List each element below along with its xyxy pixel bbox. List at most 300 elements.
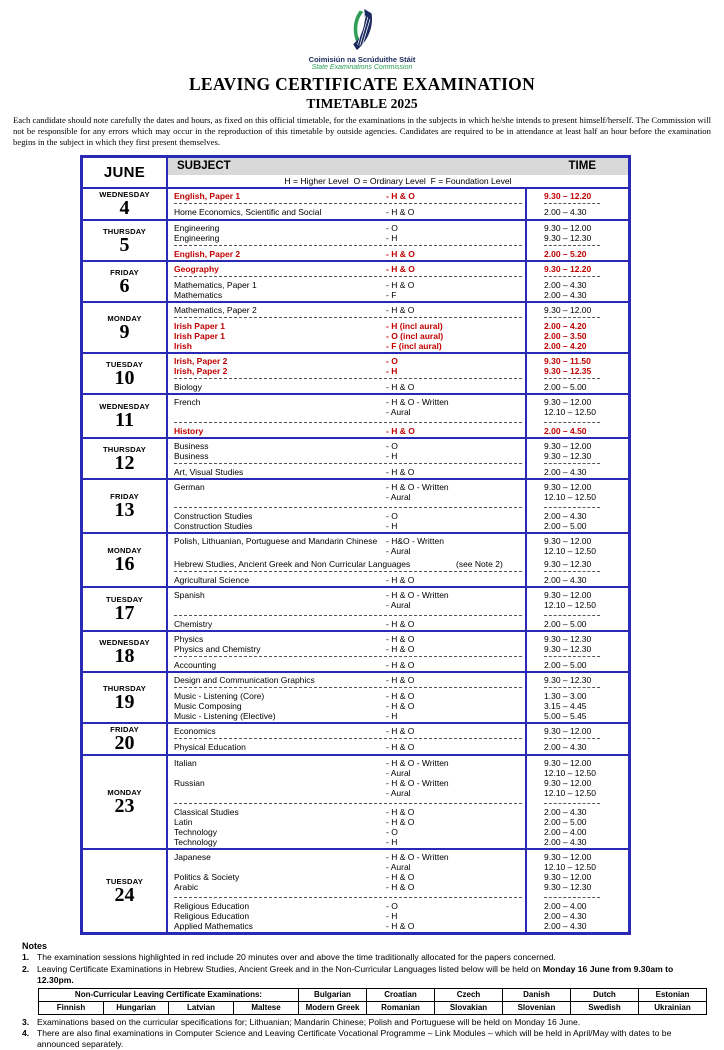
exam-time: 9.30 – 12.00: [544, 482, 592, 493]
subject-cell: [168, 756, 525, 848]
exam-entry: [168, 536, 525, 546]
exam-level: - H & O: [386, 426, 415, 437]
non-curricular-languages-table: [38, 988, 707, 1015]
exam-time: 9.30 – 12.20: [544, 191, 592, 202]
language-cell: Hungarian: [104, 1001, 169, 1014]
exam-level: - F: [386, 290, 397, 301]
exam-entry: [168, 249, 525, 259]
language-table-row: [39, 1001, 707, 1014]
exam-subject: English, Paper 1: [174, 191, 241, 202]
exam-level: - O: [386, 356, 398, 367]
exam-level: - H & O: [386, 207, 415, 218]
page-header: [0, 0, 724, 112]
exam-entry: [168, 758, 525, 768]
session-separator: [527, 895, 628, 901]
separator-dash: [174, 463, 522, 464]
exam-entry: [168, 356, 525, 366]
timetable-row: [83, 352, 628, 393]
exam-subject: Irish: [174, 341, 192, 352]
exam-time: 9.30 – 12.30: [544, 634, 592, 645]
exam-level: - H: [386, 911, 398, 922]
date-number: 16: [114, 553, 135, 576]
time-cell: [525, 588, 628, 630]
exam-entry: [168, 619, 525, 629]
exam-entry: [168, 807, 525, 817]
exam-timetable: [80, 155, 631, 935]
exam-time: 2.00 – 4.00: [544, 827, 587, 838]
exam-subject: English, Paper 2: [174, 249, 241, 260]
date-cell: [83, 534, 168, 586]
exam-entry: [168, 521, 525, 531]
exam-subject: Religious Education: [174, 901, 250, 912]
exam-subject: Classical Studies: [174, 807, 239, 818]
session-separator: [527, 376, 628, 382]
notes-list-top: [22, 952, 710, 985]
exam-time: 9.30 – 12.30: [544, 644, 592, 655]
subject-cell: [168, 673, 525, 722]
time-cell: [525, 262, 628, 301]
month-header: JUNE: [83, 158, 168, 187]
time-cell: [525, 189, 628, 219]
subject-cell: [168, 395, 525, 437]
session-separator: [527, 420, 628, 426]
time-cell: [525, 221, 628, 260]
exam-entry: [168, 467, 525, 477]
session-separator: [527, 685, 628, 691]
exam-level: - Aural: [386, 546, 411, 557]
subject-cell: [168, 189, 525, 219]
exam-entry: [168, 726, 525, 736]
timetable-row: [83, 586, 628, 630]
exam-time: 9.30 – 12.00: [544, 872, 592, 883]
exam-time: 9.30 – 12.30: [544, 882, 592, 893]
weekday-label: TUESDAY: [106, 595, 143, 605]
exam-level: - Aural: [386, 862, 411, 873]
exam-level: - F (incl aural): [386, 341, 442, 352]
note-number: 3.: [22, 1016, 30, 1027]
exam-level: - O: [386, 441, 398, 452]
separator-dash: [544, 897, 600, 898]
exam-entry: [168, 644, 525, 654]
exam-time: 2.00 – 4.20: [544, 341, 587, 352]
exam-entry: [168, 788, 525, 798]
exam-subject: Latin: [174, 817, 193, 828]
exam-subject: Music - Listening (Elective): [174, 711, 276, 722]
time-cell: [525, 850, 628, 932]
exam-entry: [168, 711, 525, 721]
note-item: [22, 1028, 710, 1049]
exam-subject: Accounting: [174, 660, 217, 671]
separator-dash: [174, 803, 522, 804]
date-number: 12: [114, 451, 135, 474]
level-legend-row: [168, 175, 628, 187]
exam-entry: [168, 691, 525, 701]
exam-subject: Applied Mathematics: [174, 921, 253, 932]
separator-dash: [544, 245, 600, 246]
exam-subject: Italian: [174, 758, 197, 769]
subject-cell: [168, 724, 525, 754]
exam-entry: [168, 207, 525, 217]
exam-level: - Aural: [386, 788, 411, 799]
separator-dash: [174, 317, 522, 318]
exam-subject: Physics and Chemistry: [174, 644, 261, 655]
exam-time: 9.30 – 12.00: [544, 305, 592, 316]
time-cell: [525, 724, 628, 754]
separator-dash: [174, 203, 522, 204]
language-cell: Estonian: [639, 988, 707, 1001]
note-item: [22, 964, 710, 985]
exam-time: 9.30 – 12.30: [544, 233, 592, 244]
timetable-row: [83, 848, 628, 932]
note-bold-text: Monday 16 June from 9.30am to 12.30pm.: [37, 964, 674, 985]
separator-dash: [544, 803, 600, 804]
exam-entry: [168, 407, 525, 417]
date-cell: [83, 724, 168, 754]
exam-time: 9.30 – 12.00: [544, 852, 592, 863]
exam-subject: Business: [174, 451, 209, 462]
exam-subject: Irish, Paper 2: [174, 366, 228, 377]
weekday-label: TUESDAY: [106, 359, 143, 369]
exam-time: 1.30 – 3.00: [544, 691, 587, 702]
exam-subject: Physics: [174, 634, 204, 645]
note-item: [22, 952, 710, 963]
exam-time: 9.30 – 12.00: [544, 758, 592, 769]
separator-dash: [544, 463, 600, 464]
exam-level: - H & O: [386, 249, 415, 260]
exam-entry: [168, 634, 525, 644]
time-cell: [525, 395, 628, 437]
time-column-header: TIME: [568, 160, 596, 173]
language-cell: Danish: [503, 988, 571, 1001]
exam-level: - H & O - Written: [386, 482, 449, 493]
exam-level: - H & O: [386, 467, 415, 478]
time-cell: [525, 303, 628, 352]
intro-paragraph: Each candidate should note carefully the dates and hours, as fixed on this official timetable, for the examinations in the subjects in which he/she intends to present himself/herself. The Commission will not be responsible for any errors which may occur in the reproduction of this timetable by outside agencies. Candidates are required to be in attendance at least half an hour before the examination begins in the subject in which they first present themselves.: [13, 115, 711, 148]
timetable-row: [83, 393, 628, 437]
exam-entry: [168, 264, 525, 274]
weekday-label: MONDAY: [107, 313, 142, 323]
exam-level: - H & O: [386, 882, 415, 893]
exam-entry: [168, 600, 525, 610]
exam-entry: [168, 559, 525, 569]
exam-level: - H&O - Written: [386, 536, 444, 547]
date-number: 11: [115, 409, 134, 432]
session-separator: [527, 801, 628, 807]
exam-time: 9.30 – 12.00: [544, 223, 592, 234]
exam-level: - H & O: [386, 872, 415, 883]
date-number: 18: [114, 644, 135, 667]
exam-level: - H & O - Written: [386, 397, 449, 408]
exam-subject: Economics: [174, 726, 216, 737]
exam-time: 9.30 – 12.35: [544, 366, 592, 377]
exam-subject: Japanese: [174, 852, 211, 863]
session-separator: [527, 736, 628, 742]
exam-time: 9.30 – 12.00: [544, 726, 592, 737]
separator-dash: [174, 687, 522, 688]
session-separator: [527, 315, 628, 321]
timetable-body: [83, 187, 628, 932]
exam-subject: French: [174, 397, 201, 408]
session-separator: [527, 461, 628, 467]
date-cell: [83, 588, 168, 630]
note-text: Leaving Certificate Examinations in Hebrew Studies, Ancient Greek and in the Non-Curricular Languages listed below will be held on Monday 16 June from 9.30am to 12.30pm.: [37, 964, 674, 985]
session-separator: [527, 243, 628, 249]
exam-level: - H & O: [386, 660, 415, 671]
exam-entry: [168, 511, 525, 521]
session-separator: [527, 613, 628, 619]
language-cell: Ukrainian: [639, 1001, 707, 1014]
exam-entry: [168, 290, 525, 300]
sec-harp-logo-icon: [0, 8, 724, 54]
session-separator: [527, 569, 628, 575]
timetable-row: [83, 478, 628, 532]
timetable-row: [83, 187, 628, 219]
separator-dash: [544, 203, 600, 204]
exam-subject: German: [174, 482, 205, 493]
exam-entry: [168, 331, 525, 341]
exam-subject: Construction Studies: [174, 521, 253, 532]
date-number: 23: [114, 795, 135, 818]
exam-time: 2.00 – 4.30: [544, 911, 587, 922]
timetable-row: [83, 437, 628, 478]
timetable-row: [83, 301, 628, 352]
exam-level: - H & O: [386, 675, 415, 686]
exam-entry: [168, 911, 525, 921]
exam-level: - H & O - Written: [386, 778, 449, 789]
exam-level: - H: [386, 711, 398, 722]
exam-level: - H & O - Written: [386, 590, 449, 601]
note-text: Examinations based on the curricular specifications for; Lithuanian; Mandarin Chinese; Polish and Portuguese will be held on Monday 16 June.: [37, 1016, 581, 1027]
exam-time: 9.30 – 12.00: [544, 536, 592, 547]
weekday-label: MONDAY: [107, 546, 142, 556]
date-number: 17: [114, 602, 135, 625]
exam-level: - H: [386, 837, 398, 848]
weekday-label: TUESDAY: [106, 877, 143, 887]
exam-entry: [168, 701, 525, 711]
date-cell: [83, 221, 168, 260]
exam-time: 9.30 – 12.00: [544, 778, 592, 789]
exam-time: 2.00 – 4.30: [544, 575, 587, 586]
date-number: 13: [114, 499, 135, 522]
weekday-label: FRIDAY: [110, 492, 139, 502]
date-cell: [83, 632, 168, 671]
exam-level: - H: [386, 451, 398, 462]
date-number: 5: [119, 233, 130, 256]
date-number: 24: [114, 884, 135, 907]
exam-subject: Technology: [174, 827, 218, 838]
exam-level: - H & O: [386, 691, 415, 702]
separator-dash: [544, 656, 600, 657]
exam-entry: [168, 768, 525, 778]
subject-cell: [168, 850, 525, 932]
exam-subject: Arabic: [174, 882, 199, 893]
separator-dash: [544, 615, 600, 616]
exam-entry: [168, 742, 525, 752]
exam-entry: [168, 575, 525, 585]
exam-subject: Physical Education: [174, 742, 246, 753]
exam-time: 2.00 – 4.30: [544, 837, 587, 848]
date-cell: [83, 480, 168, 532]
exam-entry: [168, 852, 525, 862]
exam-level: - Aural: [386, 407, 411, 418]
exam-level: - O: [386, 223, 398, 234]
exam-subject: Politics & Society: [174, 872, 240, 883]
weekday-label: FRIDAY: [110, 725, 139, 735]
exam-time: 2.00 – 4.00: [544, 901, 587, 912]
date-cell: [83, 303, 168, 352]
separator-dash: [174, 571, 522, 572]
date-number: 9: [119, 320, 130, 343]
exam-subject: Mathematics, Paper 1: [174, 280, 257, 291]
separator-dash: [544, 317, 600, 318]
subject-cell: [168, 439, 525, 478]
note-number: 1.: [22, 952, 30, 963]
weekday-label: THURSDAY: [102, 444, 147, 454]
exam-entry: [168, 382, 525, 392]
exam-entry: [168, 397, 525, 407]
separator-dash: [174, 422, 522, 423]
session-separator: [527, 654, 628, 660]
exam-level: - Aural: [386, 768, 411, 779]
weekday-label: THURSDAY: [102, 226, 147, 236]
language-cell: Swedish: [571, 1001, 639, 1014]
timetable-header-right: [168, 158, 628, 187]
commission-name-english: State Examinations Commission: [311, 64, 413, 71]
date-number: 4: [119, 197, 130, 220]
date-cell: [83, 439, 168, 478]
exam-level: - Aural: [386, 492, 411, 503]
subject-cell: [168, 588, 525, 630]
exam-level: - H (incl aural): [386, 321, 443, 332]
exam-subject: Irish Paper 1: [174, 331, 226, 342]
exam-level: - H & O: [386, 726, 415, 737]
exam-entry: [168, 837, 525, 847]
date-cell: [83, 673, 168, 722]
exam-subject: Irish Paper 1: [174, 321, 226, 332]
exam-time: 9.30 – 12.00: [544, 590, 592, 601]
weekday-label: MONDAY: [107, 788, 142, 798]
exam-entry: [168, 590, 525, 600]
exam-entry: [168, 305, 525, 315]
exam-level: - H & O: [386, 807, 415, 818]
exam-entry: [168, 492, 525, 502]
exam-level: - H & O: [386, 742, 415, 753]
session-separator: [527, 201, 628, 207]
separator-dash: [544, 738, 600, 739]
exam-time: 12.10 – 12.50: [544, 788, 596, 799]
weekday-label: WEDNESDAY: [99, 402, 150, 412]
exam-subject: Polish, Lithuanian, Portuguese and Mandarin Chinese: [174, 536, 378, 547]
exam-entry: [168, 341, 525, 351]
exam-level: - H & O - Written: [386, 852, 449, 863]
time-cell: [525, 354, 628, 393]
language-cell: Croatian: [367, 988, 435, 1001]
exam-time: 2.00 – 5.00: [544, 619, 587, 630]
exam-level: - H & O: [386, 280, 415, 291]
language-cell: Czech: [435, 988, 503, 1001]
exam-entry: [168, 675, 525, 685]
exam-subject: Hebrew Studies, Ancient Greek and Non Curricular Languages: [174, 559, 411, 570]
time-cell: [525, 480, 628, 532]
exam-level: - H & O: [386, 817, 415, 828]
separator-dash: [174, 507, 522, 508]
subject-cell: [168, 534, 525, 586]
language-cell: Finnish: [39, 1001, 104, 1014]
exam-entry: [168, 482, 525, 492]
exam-entry: [168, 901, 525, 911]
weekday-label: FRIDAY: [110, 267, 139, 277]
language-cell: Maltese: [234, 1001, 299, 1014]
exam-entry: [168, 546, 525, 556]
exam-level: - H & O: [386, 264, 415, 275]
exam-time: 9.30 – 11.50: [544, 356, 591, 367]
time-cell: [525, 756, 628, 848]
exam-level: - H & O: [386, 701, 415, 712]
separator-dash: [544, 276, 600, 277]
level-legend: H = Higher Level O = Ordinary Level F = Foundation Level: [284, 176, 512, 187]
language-cell: Slovakian: [435, 1001, 503, 1014]
exam-subject: Biology: [174, 382, 202, 393]
language-cell: Romanian: [367, 1001, 435, 1014]
note-text: The examination sessions highlighted in red include 20 minutes over and above the time traditionally allocated for the papers concerned.: [37, 952, 556, 963]
exam-entry: [168, 862, 525, 872]
exam-level: - O: [386, 827, 398, 838]
date-cell: [83, 395, 168, 437]
exam-time: 2.00 – 4.30: [544, 280, 587, 291]
exam-time: 12.10 – 12.50: [544, 492, 596, 503]
subject-cell: [168, 480, 525, 532]
exam-level: - H & O: [386, 921, 415, 932]
exam-subject: Business: [174, 441, 209, 452]
subject-cell: [168, 632, 525, 671]
language-cell: Slovenian: [503, 1001, 571, 1014]
exam-time: 9.30 – 12.00: [544, 441, 592, 452]
exam-entry: [168, 441, 525, 451]
timetable-row: [83, 671, 628, 722]
commission-name-irish: Coimisiún na Scrúduithe Stáit: [308, 55, 416, 64]
separator-dash: [174, 738, 522, 739]
subject-cell: [168, 221, 525, 260]
timetable-row: [83, 630, 628, 671]
date-number: 20: [114, 732, 135, 755]
exam-entry: [168, 827, 525, 837]
language-cell: Modern Greek: [299, 1001, 367, 1014]
exam-entry: [168, 778, 525, 788]
exam-level: - H: [386, 233, 398, 244]
exam-subject: Mathematics: [174, 290, 223, 301]
date-number: 19: [114, 690, 135, 713]
exam-time: 2.00 – 3.50: [544, 331, 587, 342]
timetable-row: [83, 722, 628, 754]
exam-time: 12.10 – 12.50: [544, 600, 596, 611]
exam-time: 2.00 – 4.20: [544, 321, 587, 332]
language-cell: Bulgarian: [299, 988, 367, 1001]
exam-time: 2.00 – 5.00: [544, 521, 587, 532]
exam-time: 2.00 – 4.30: [544, 807, 587, 818]
exam-subject: Irish, Paper 2: [174, 356, 228, 367]
exam-entry: [168, 921, 525, 931]
exam-time: 2.00 – 4.30: [544, 467, 587, 478]
exam-subject: Agricultural Science: [174, 575, 250, 586]
separator-dash: [174, 276, 522, 277]
page-title: LEAVING CERTIFICATE EXAMINATION: [188, 74, 536, 94]
exam-subject: Mathematics, Paper 2: [174, 305, 257, 316]
exam-time: 9.30 – 12.00: [544, 397, 592, 408]
timetable-header: [83, 158, 628, 187]
date-cell: [83, 189, 168, 219]
exam-time: 2.00 – 4.30: [544, 511, 587, 522]
separator-dash: [544, 422, 600, 423]
